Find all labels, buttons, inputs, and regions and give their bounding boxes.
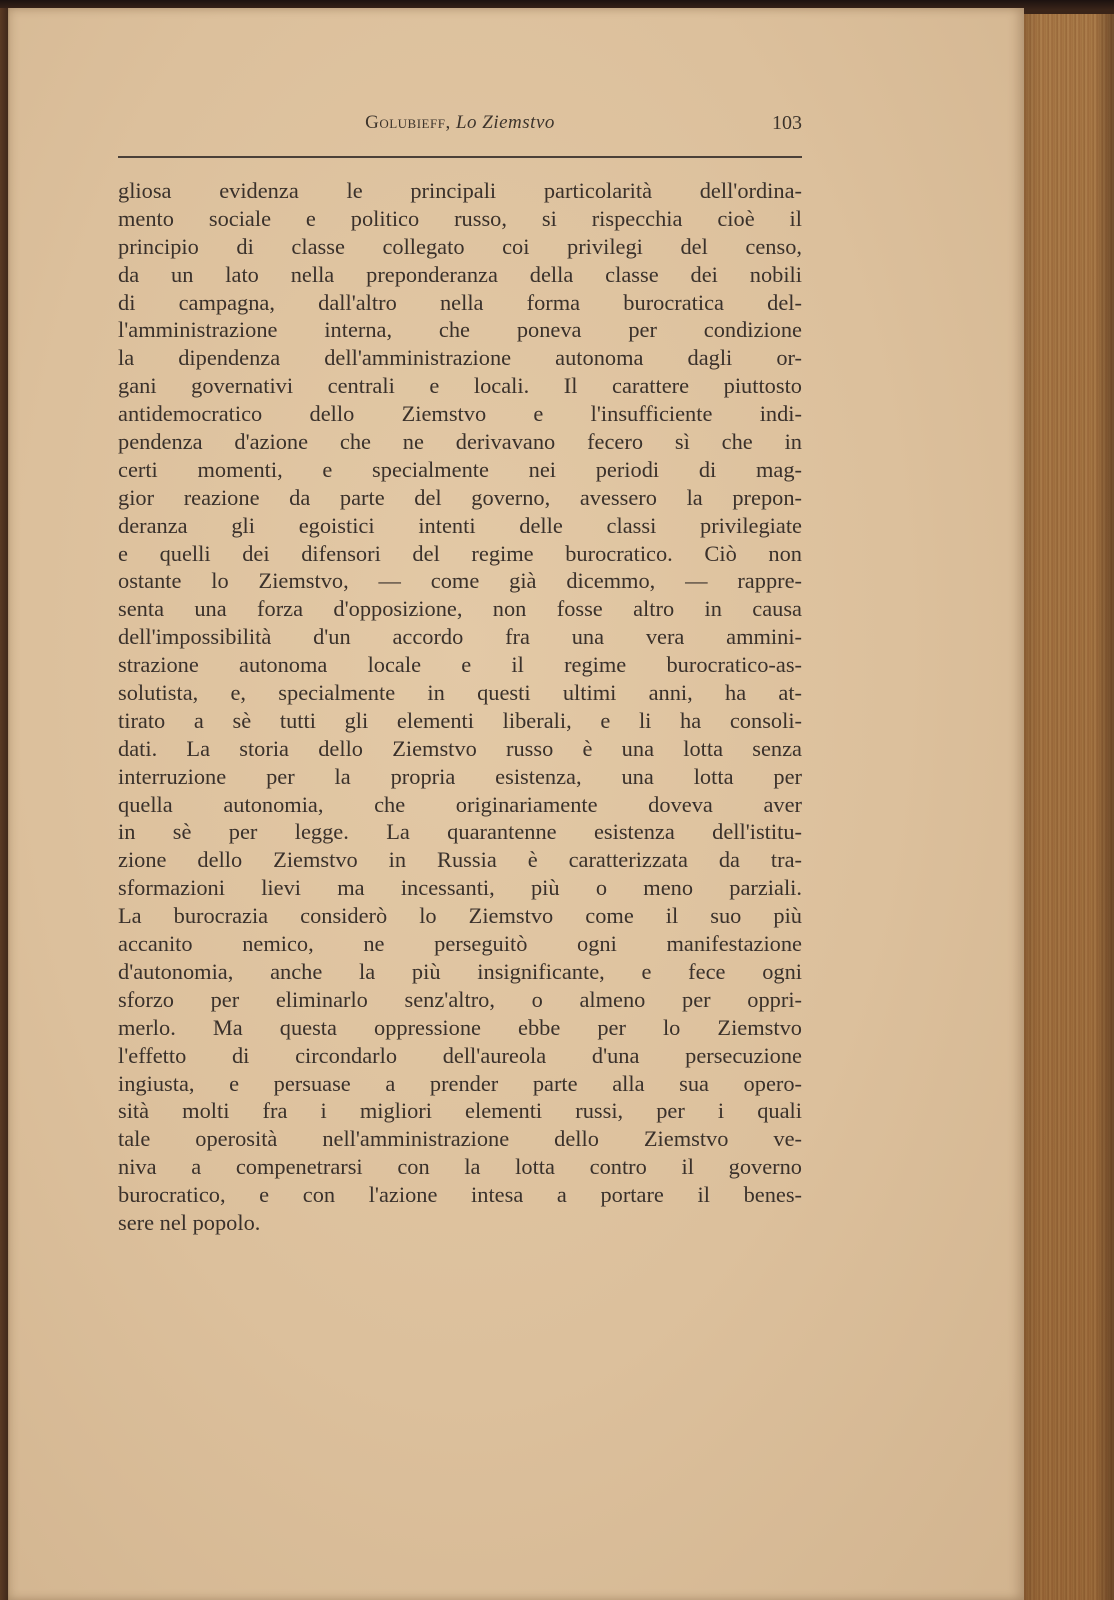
text-line: zione dello Ziemstvo in Russia è caratterizzata da tra-: [118, 847, 802, 873]
text-line: l'effetto di circondarlo dell'aureola d'una persecuzione: [118, 1042, 802, 1068]
text-line: interruzione per la propria esistenza, una lotta per: [118, 763, 802, 789]
text-line: La burocrazia considerò lo Ziemstvo come il suo più: [118, 903, 802, 929]
text-line: burocratico, e con l'azione intesa a portare il benes-: [118, 1182, 802, 1208]
text-line: strazione autonoma locale e il regime burocratico-as-: [118, 652, 802, 678]
text-line: e quelli dei difensori del regime burocratico. Ciò non: [118, 540, 802, 566]
text-line: tirato a sè tutti gli elementi liberali, e li ha consoli-: [118, 707, 802, 733]
text-line: l'amministrazione interna, che poneva per condizione: [118, 317, 802, 343]
text-line: antidemocratico dello Ziemstvo e l'insufficiente indi-: [118, 401, 802, 427]
text-line: mento sociale e politico russo, si rispecchia cioè il: [118, 205, 802, 231]
text-line: tale operosità nell'amministrazione dello Ziemstvo ve-: [118, 1126, 802, 1152]
text-line: la dipendenza dell'amministrazione autonoma dagli or-: [118, 345, 802, 371]
text-line: gani governativi centrali e locali. Il carattere piuttosto: [118, 373, 802, 399]
page-header: [118, 112, 802, 146]
text-line: senta una forza d'opposizione, non fosse altro in causa: [118, 596, 802, 622]
text-line: certi momenti, e specialmente nei periodi di mag-: [118, 456, 802, 482]
text-line: dati. La storia dello Ziemstvo russo è una lotta senza: [118, 735, 802, 761]
text-line: gior reazione da parte del governo, avessero la prepon-: [118, 484, 802, 510]
text-line: merlo. Ma questa oppressione ebbe per lo Ziemstvo: [118, 1014, 802, 1040]
header-rule: [118, 156, 802, 158]
running-head-title: Lo Ziemstvo: [455, 112, 555, 133]
text-line: solutista, e, specialmente in questi ultimi anni, ha at-: [118, 680, 802, 706]
gutter-shadow: [0, 8, 10, 1600]
text-line: in sè per legge. La quarantenne esistenza dell'istitu-: [118, 819, 802, 845]
text-line: d'autonomia, anche la più insignificante, e fece ogni: [118, 958, 802, 984]
running-head: [118, 112, 802, 134]
text-line: ostante lo Ziemstvo, — come già dicemmo, — rappre-: [118, 568, 802, 594]
text-line: quella autonomia, che originariamente doveva aver: [118, 791, 802, 817]
text-line: sere nel popolo.: [118, 1209, 261, 1235]
text-line: principio di classe collegato coi privilegi del censo,: [118, 233, 802, 259]
page-number: 103: [772, 112, 802, 134]
text-line: dell'impossibilità d'un accordo fra una vera ammini-: [118, 624, 802, 650]
page-block-shadow: [1016, 14, 1114, 1600]
body-text: [118, 177, 802, 1237]
text-line: sità molti fra i migliori elementi russi, per i quali: [118, 1098, 802, 1124]
running-head-author: Golubieff,: [365, 112, 451, 133]
text-line: ingiusta, e persuase a prender parte alla sua opero-: [118, 1070, 802, 1096]
text-line: gliosa evidenza le principali particolarità dell'ordina-: [118, 178, 802, 203]
text-line: accanito nemico, ne perseguitò ogni manifestazione: [118, 931, 802, 957]
text-line: sforzo per eliminarlo senz'altro, o almeno per oppri-: [118, 986, 802, 1012]
text-line: di campagna, dall'altro nella forma burocratica del-: [118, 289, 802, 315]
text-line: da un lato nella preponderanza della classe dei nobili: [118, 261, 802, 287]
text-line: sformazioni lievi ma incessanti, più o meno parziali.: [118, 875, 802, 901]
text-line: pendenza d'azione che ne derivavano fecero sì che in: [118, 429, 802, 455]
text-line: niva a compenetrarsi con la lotta contro il governo: [118, 1154, 802, 1180]
text-line: deranza gli egoistici intenti delle classi privilegiate: [118, 512, 802, 538]
